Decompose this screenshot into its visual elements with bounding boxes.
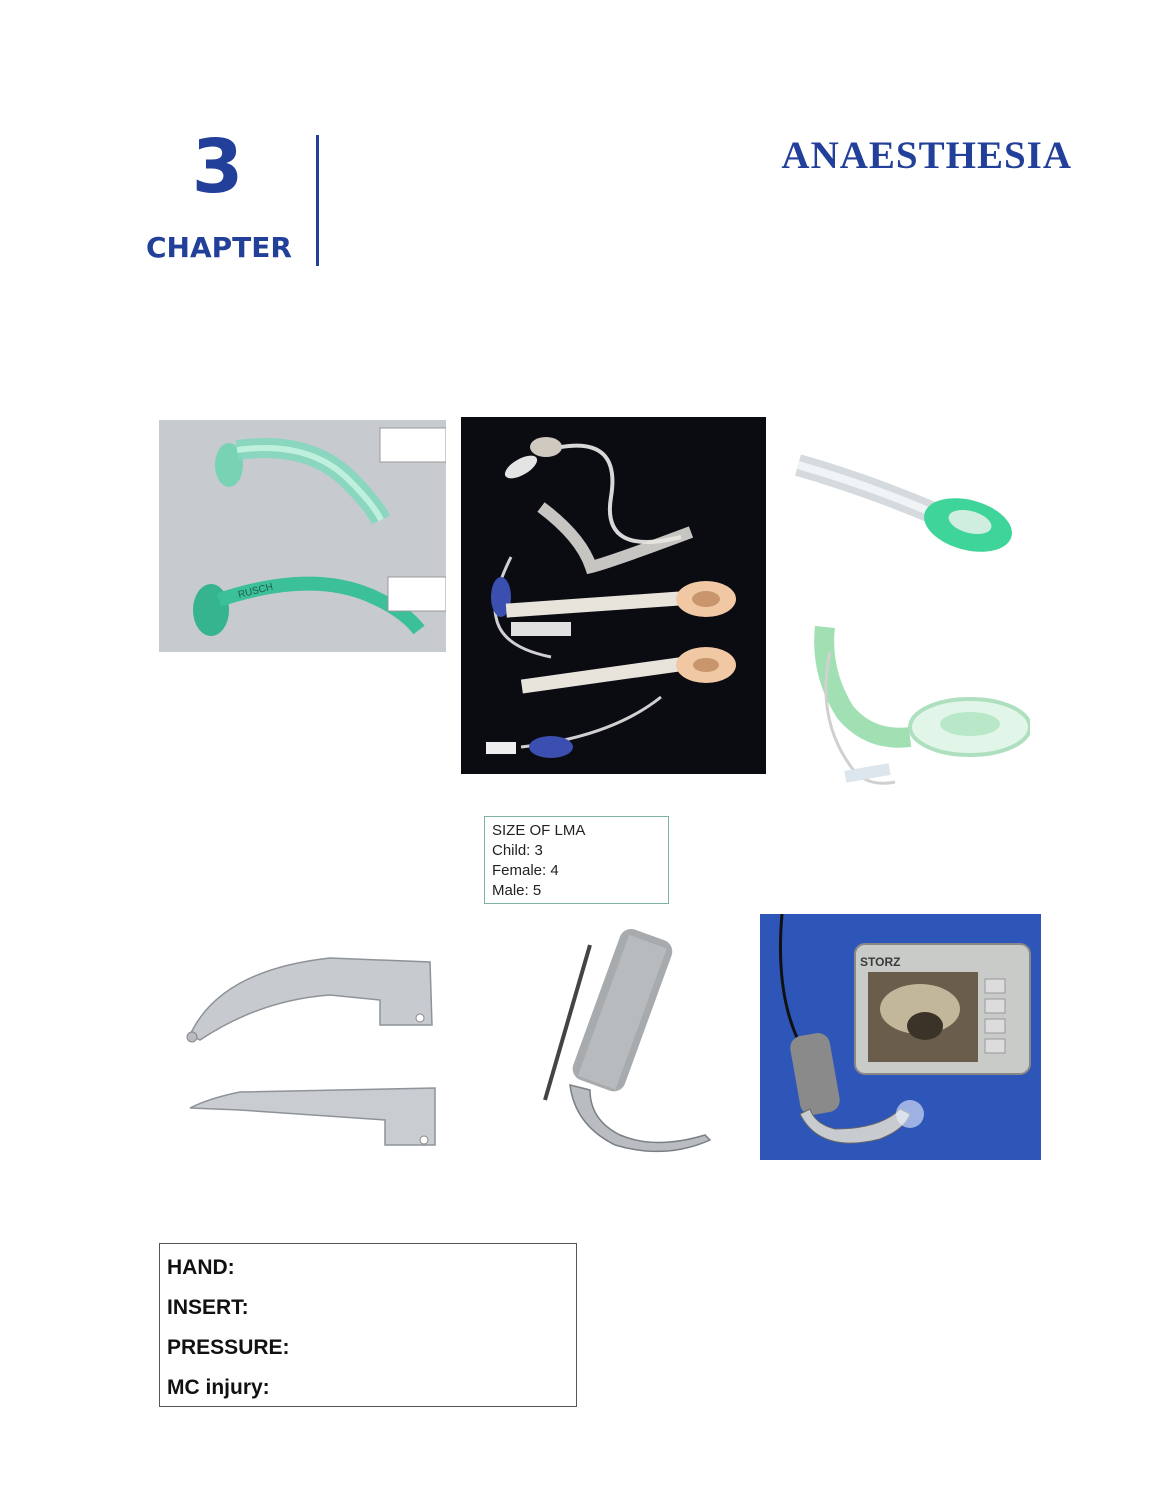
laryngoscope-blades [180, 940, 445, 1155]
svg-text:STORZ: STORZ [860, 955, 901, 969]
laryngoscope-handle-photo [535, 925, 715, 1165]
note-hand: HAND: [167, 1256, 235, 1279]
lma-green-photo [800, 612, 1030, 804]
note-mc-injury: MC injury: [167, 1376, 270, 1399]
lma-icon [461, 417, 766, 774]
note-pressure: PRESSURE: [167, 1336, 290, 1359]
chapter-divider [316, 135, 319, 266]
lma-single-photo [788, 440, 1028, 580]
notes-box [159, 1243, 577, 1407]
svg-text:RUSCH: RUSCH [237, 581, 275, 601]
lma-size-box [484, 816, 669, 904]
airway-icon [159, 420, 446, 652]
chapter-label: CHAPTER [146, 231, 292, 264]
lma-size-heading: SIZE OF LMA [492, 822, 586, 839]
page-title: ANAESTHESIA [781, 134, 1072, 177]
video-laryngoscope-photo [760, 914, 1041, 1160]
lma-size-child: Child: 3 [492, 842, 543, 859]
lma-icon [788, 440, 1028, 580]
lma-icon [800, 612, 1030, 804]
lma-set-photo [461, 417, 766, 774]
video-laryngoscope-icon [760, 914, 1041, 1160]
lma-size-male: Male: 5 [492, 882, 542, 899]
laryngoscope-icon [535, 925, 715, 1165]
lma-size-female: Female: 4 [492, 862, 559, 879]
airway-adjuncts-photo [159, 420, 446, 652]
note-insert: INSERT: [167, 1296, 249, 1319]
blade-icon [180, 940, 445, 1155]
chapter-number: 3 [191, 124, 244, 210]
